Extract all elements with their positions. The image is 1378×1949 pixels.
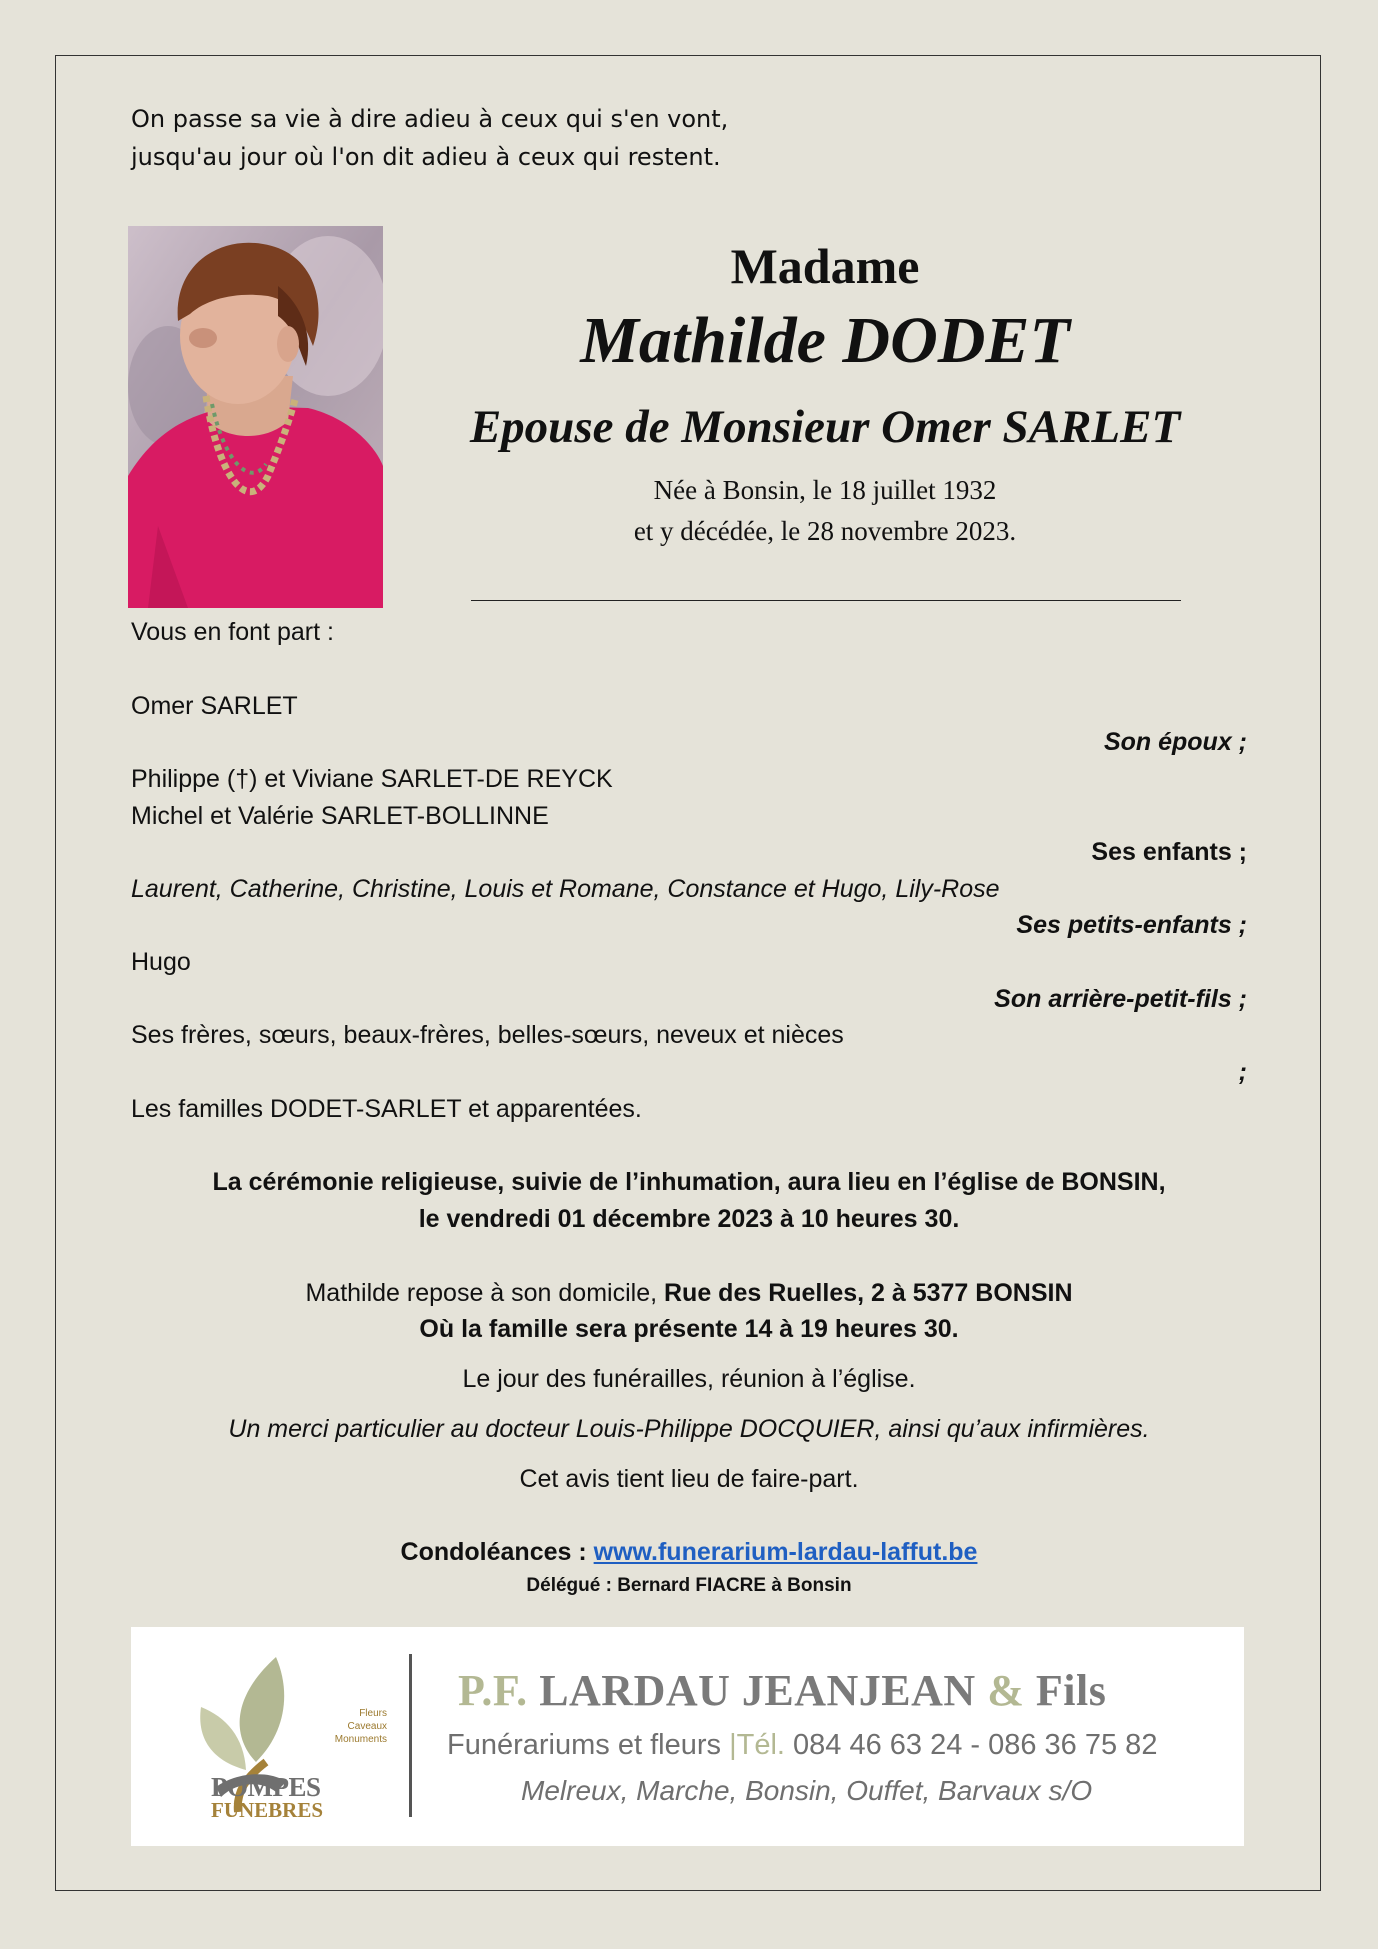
rest-prefix: Mathilde repose à son domicile, — [305, 1279, 664, 1307]
birth-line: Née à Bonsin, le 18 juillet 1932 — [653, 475, 997, 505]
announce-intro: Vous en font part : — [131, 618, 334, 646]
title-main: LARDAU JEANJEAN — [539, 1666, 976, 1715]
title-fils: Fils — [1035, 1666, 1107, 1715]
rest-address: Rue des Ruelles, 2 à 5377 BONSIN — [664, 1279, 1073, 1307]
siblings-line: Ses frères, sœurs, beaux-frères, belles-sœurs, neveux et nièces — [131, 1021, 844, 1049]
child-line-2: Michel et Valérie SARLET-BOLLINNE — [131, 802, 549, 830]
logo-tag-fleurs: Fleurs — [359, 1708, 387, 1719]
reunion-note: Le jour des funérailles, réunion à l’église. — [462, 1365, 916, 1393]
ceremony-line-1: La cérémonie religieuse, suivie de l’inhumation, aura lieu en l’église de BONSIN, — [212, 1168, 1166, 1196]
grandchildren-names: Laurent, Catherine, Christine, Louis et Romane, Constance et Hugo, Lily-Rose — [131, 875, 1000, 903]
grandchildren-role: Ses petits-enfants ; — [1016, 911, 1247, 939]
services-separator: | — [729, 1729, 737, 1761]
title-amp: & — [987, 1666, 1025, 1715]
opening-quote — [131, 100, 728, 176]
logo-tagline — [307, 1707, 387, 1746]
rest-location — [131, 1275, 1247, 1312]
great-grandchild-role: Son arrière-petit-fils ; — [994, 985, 1247, 1013]
funeral-home-services — [447, 1729, 1157, 1762]
logo-pompes: POMPES — [211, 1772, 321, 1802]
condolences-link[interactable]: www.funerarium-lardau-laffut.be — [593, 1538, 978, 1566]
logo-tag-monuments: Monuments — [334, 1734, 387, 1745]
quote-line-2: jusqu'au jour où l'on dit adieu à ceux qui restent. — [131, 143, 721, 171]
children-role: Ses enfants ; — [1091, 838, 1247, 866]
condolences-label: Condoléances : — [400, 1538, 594, 1566]
tel-label: Tél. — [736, 1729, 785, 1761]
notice-note: Cet avis tient lieu de faire-part. — [519, 1465, 859, 1493]
thanks-note: Un merci particulier au docteur Louis-Philippe DOCQUIER, ainsi qu’aux infirmières. — [228, 1415, 1150, 1443]
services-text: Funérariums et fleurs — [447, 1729, 721, 1761]
birth-death-dates — [430, 470, 1220, 552]
family-presence: Où la famille sera présente 14 à 19 heures 30. — [419, 1315, 959, 1343]
title-pf: P.F. — [458, 1666, 528, 1715]
funeral-home-locations: Melreux, Marche, Bonsin, Ouffet, Barvaux s/O — [521, 1775, 1093, 1806]
funeral-home-name — [458, 1665, 1106, 1716]
great-grandchild-name: Hugo — [131, 948, 191, 976]
title-madame: Madame — [730, 238, 920, 294]
spouse-name: Omer SARLET — [131, 692, 298, 720]
tel-numbers: 084 46 63 24 - 086 36 75 82 — [793, 1729, 1158, 1761]
quote-line-1: On passe sa vie à dire adieu à ceux qui s'en vont, — [131, 105, 729, 133]
separator-rule — [471, 600, 1181, 601]
logo-tag-caveaux: Caveaux — [347, 1721, 387, 1732]
spouse-role: Son époux ; — [1103, 728, 1247, 756]
portrait-photo — [128, 226, 383, 608]
spouse-line: Epouse de Monsieur Omer SARLET — [469, 401, 1181, 453]
child-line-1: Philippe (†) et Viviane SARLET-DE REYCK — [131, 765, 613, 793]
families-line: Les familles DODET-SARLET et apparentées. — [131, 1095, 642, 1123]
ceremony-line-2: le vendredi 01 décembre 2023 à 10 heures 30. — [418, 1205, 960, 1233]
logo-funebres: FUNEBRES — [211, 1798, 324, 1822]
delegate-line: Délégué : Bernard FIACRE à Bonsin — [526, 1575, 852, 1596]
banner-separator — [409, 1654, 412, 1817]
siblings-role: ; — [1238, 1058, 1247, 1086]
deceased-name: Mathilde DODET — [580, 304, 1070, 377]
funeral-home-banner — [131, 1627, 1244, 1846]
condolences-line — [131, 1534, 1247, 1571]
death-line: et y décédée, le 28 novembre 2023. — [633, 516, 1017, 546]
